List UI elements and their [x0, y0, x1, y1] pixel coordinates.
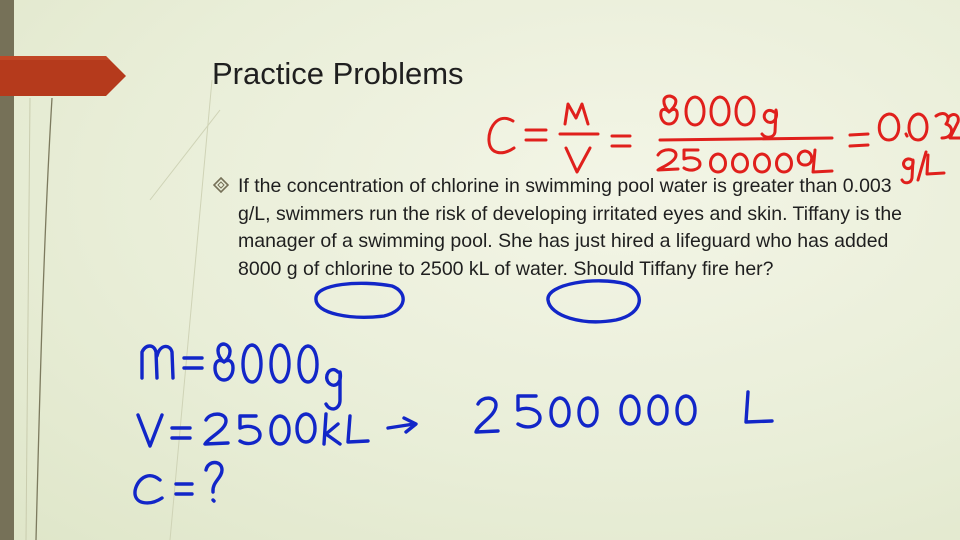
handwritten-formula — [489, 96, 960, 183]
problem-text: If the concentration of chlorine in swimming pool water is greater than 0.003 g/L, swimmers run the risk of developing irritated eyes and skin. Tiffany is the manager of a swimming pool. She has just hired a lifeguard who has added 8000 g of chlorine to 2500 kL of water. Should Tiffany fire her? — [238, 175, 903, 280]
slide-title: Practice Problems — [212, 56, 464, 91]
handwritten-givens — [135, 281, 772, 503]
